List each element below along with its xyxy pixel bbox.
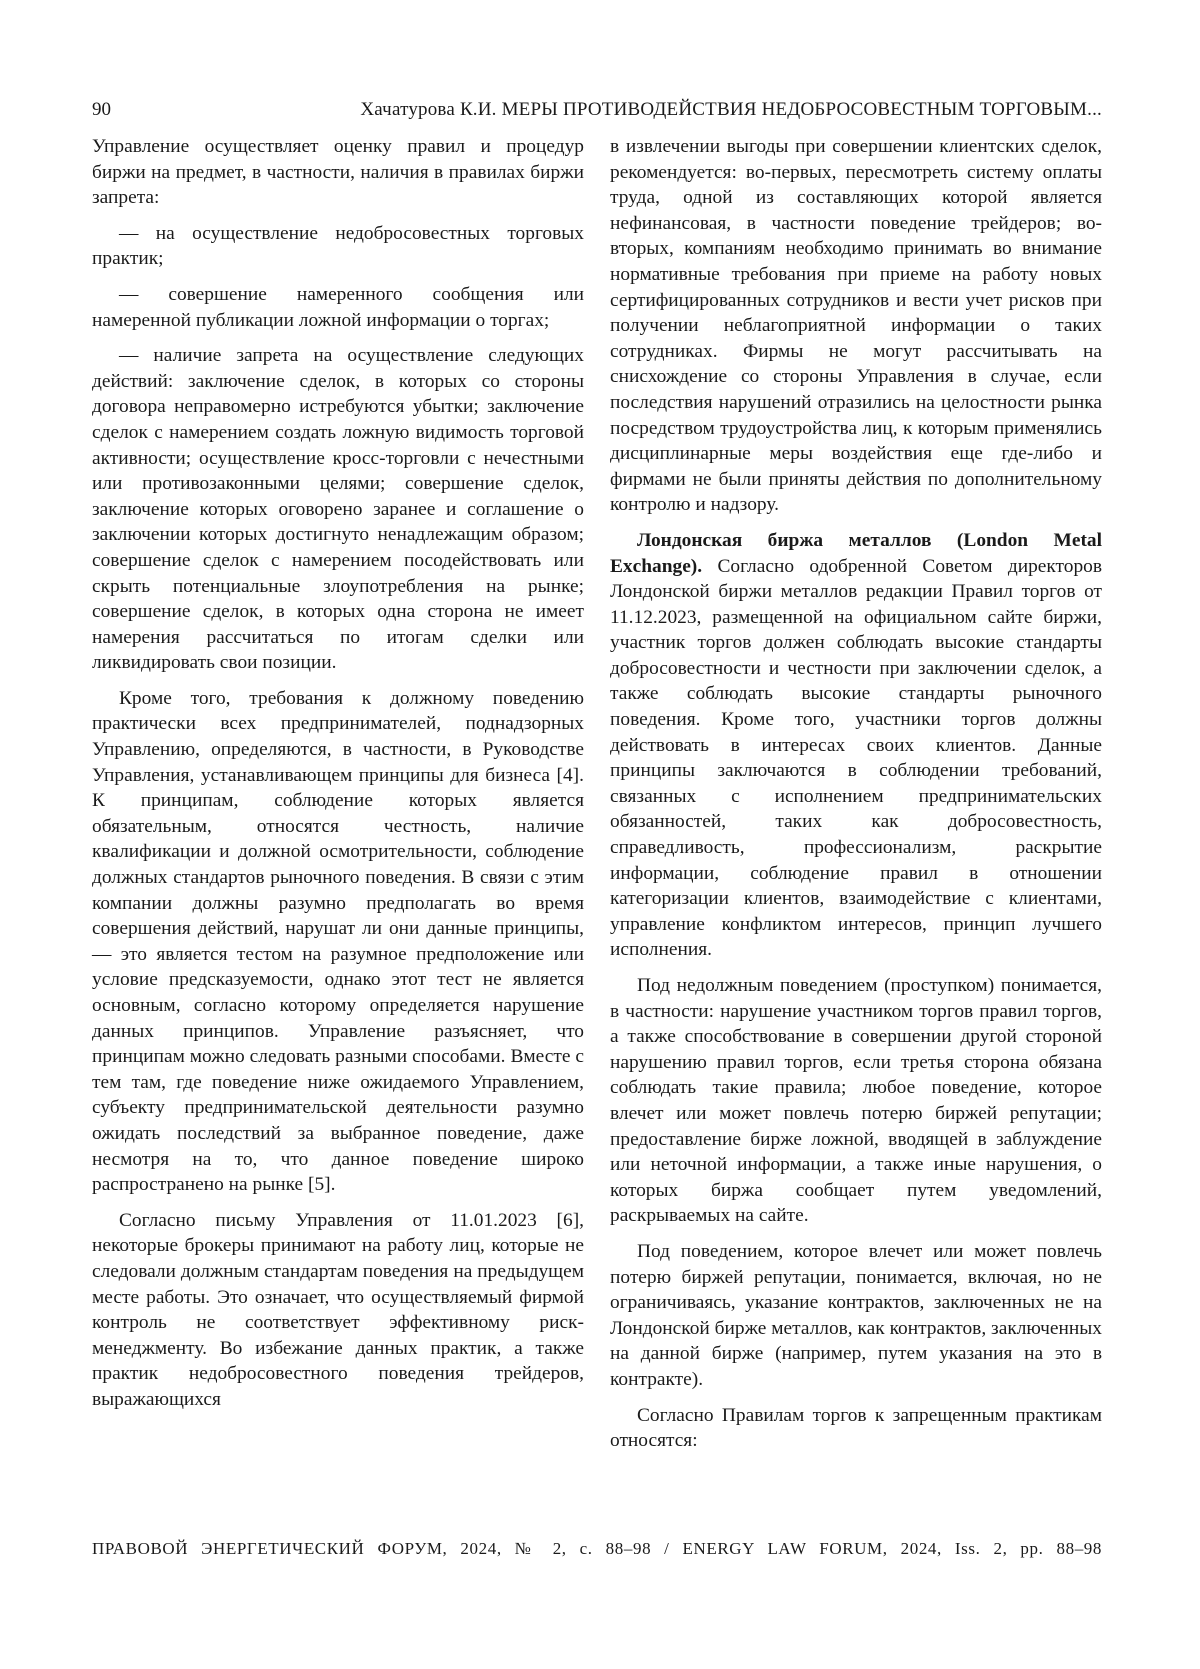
- paragraph: Управление осуществляет оценку правил и процедур биржи на предмет, в частности, наличия в правилах биржи запрета:: [92, 136, 584, 209]
- list-item: — совершение намеренного сообщения или намеренной публикации ложной информации о торгах;: [92, 283, 584, 331]
- journal-footer: ПРАВОВОЙ ЭНЕРГЕТИЧЕСКИЙ ФОРУМ, 2024, № 2, с. 88–98 / ENERGY LAW FORUM, 2024, Iss. 2, pp. 88–98: [92, 1539, 1102, 1558]
- list-item: — наличие запрета на осуществление следующих действий: заключение сделок, в которых со стороны договора неправомерно истребуются убытки; заключение сделок с намерением создать ложную видимость торговой активности; осуществление кросс-торговли с нечестными или противозаконными целями; совершение сделок, заключение которых оговорено заранее и соглашение о заключении которых достигнуто ненадлежащим образом; совершение сделок с намерением посодействовать или скрыть потенциальные злоупотребления на рынке; совершение сделок, в которых одна сторона не имеет намерения рассчитаться по итогам сделки или ликвидировать свои позиции.: [92, 345, 584, 674]
- right-column: [610, 134, 1102, 1464]
- section-paragraph: [610, 528, 1102, 963]
- left-column: [92, 134, 584, 1423]
- paragraph: Согласно Правилам торгов к запрещенным практикам относятся:: [610, 1404, 1102, 1452]
- paragraph: в извлечении выгоды при совершении клиентских сделок, рекомендуется: во-первых, пересмотреть систему оплаты труда, одной из составляющих которой является нефинансовая, в частности поведение трейдеров; во-вторых, компаниям необходимо принимать во внимание нормативные требования при приеме на работу новых сертифицированных сотрудников и вести учет рисков при получении неблагоприятной информации о таких сотрудниках. Фирмы не могут рассчитывать на снисхождение со стороны Управления в случае, если последствия нарушений отразились на целостности рынка посредством трудоустройства лиц, к которым применялись дисциплинарные меры воздействия еще где-либо и фирмами не были приняты действия по дополнительному контролю и надзору.: [610, 136, 1102, 516]
- section-text: Согласно одобренной Советом директоров Лондонской биржи металлов редакции Правил торгов от 11.12.2023, размещенной на официальном сайте биржи, участник торгов должен соблюдать высокие стандарты добросовестности и честности при заключении сделок, а также соблюдать высокие стандарты рыночного поведения. Кроме того, участники торгов должны действовать в интересах своих клиентов. Данные принципы заключаются в соблюдении требований, связанных с исполнением предпринимательских обязанностей, таких как добросовестность, справедливость, профессионализм, раскрытие информации, соблюдение правил в отношении категоризации клиентов, взаимодействие с клиентами, управление конфликтом интересов, принцип лучшего исполнения.: [610, 555, 1102, 961]
- running-header: [92, 96, 1102, 124]
- paragraph: Согласно письму Управления от 11.01.2023 [6], некоторые брокеры принимают на работу лиц, которые не следовали должным стандартам поведения на предыдущем месте работы. Это означает, что осуществляемый фирмой контроль не соответствует эффективному риск-менеджменту. Во избежание данных практик, а также практик недобросовестного поведения трейдеров, выражающихся: [92, 1209, 584, 1410]
- paragraph: Кроме того, требования к должному поведению практически всех предпринимателей, поднадзорных Управлению, определяются, в частности, в Руководстве Управления, устанавливающем принципы для бизнеса [4]. К принципам, соблюдение которых является обязательным, относятся честность, наличие квалификации и должной осмотрительности, соблюдение должных стандартов рыночного поведения. В связи с этим компании должны разумно предполагать во время совершения действий, нарушат ли они данные принципы, — это является тестом на разумное предположение или условие предсказуемости, однако этот тест не является основным, согласно которому определяется нарушение данных принципов. Управление разъясняет, что принципам можно следовать разными способами. Вместе с тем там, где поведение ниже ожидаемого Управлением, субъекту предпринимательской деятельности разумно ожидать последствий за выбранное поведение, даже несмотря на то, что данное поведение широко распространено на рынке [5].: [92, 687, 584, 1196]
- running-title: Хачатурова К.И. МЕРЫ ПРОТИВОДЕЙСТВИЯ НЕДОБРОСОВЕСТНЫМ ТОРГОВЫМ...: [360, 99, 1102, 120]
- paragraph: Под недолжным поведением (проступком) понимается, в частности: нарушение участником торгов правил торгов, а также способствование в совершении другой стороной нарушению правил торгов, если третья сторона обязана соблюдать такие правила; любое поведение, которое влечет или может повлечь потерю биржей репутации; предоставление бирже ложной, вводящей в заблуждение или неточной информации, а также иные нарушения, о которых биржа сообщает путем уведомлений, раскрываемых на сайте.: [610, 975, 1102, 1227]
- section-heading: Лондонская биржа металлов (London Metal Exchange).: [610, 529, 1102, 577]
- page-number: 90: [92, 99, 111, 120]
- list-item: — на осуществление недобросовестных торговых практик;: [92, 222, 584, 270]
- paragraph: Под поведением, которое влечет или может повлечь потерю биржей репутации, понимается, включая, но не ограничиваясь, указание контрактов, заключенных не на Лондонской бирже металлов, как контрактов, заключенных на данной бирже (например, путем указания на это в контракте).: [610, 1240, 1102, 1390]
